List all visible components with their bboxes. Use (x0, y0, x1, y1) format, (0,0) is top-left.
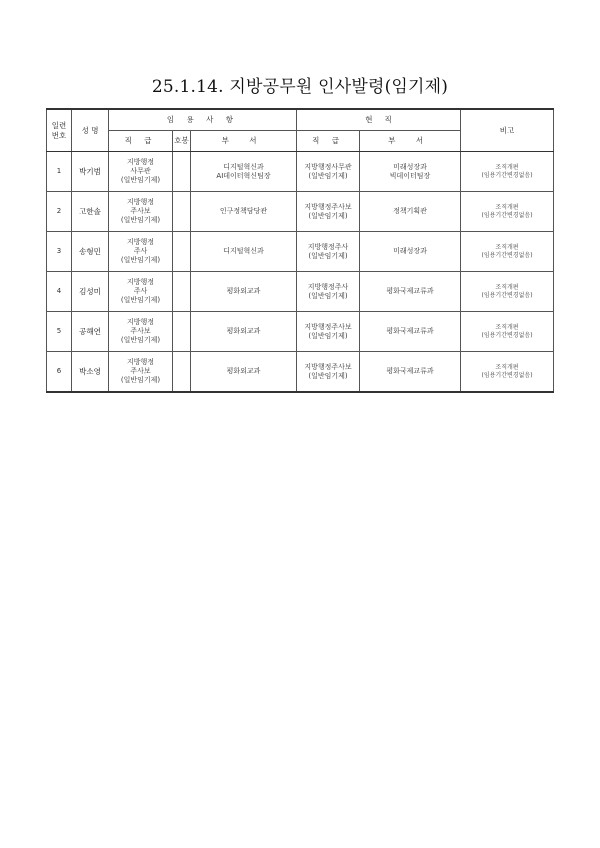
remark: 조직개편 (임용기간변경없음) (461, 312, 554, 352)
table-row (47, 232, 554, 272)
remark: 조직개편 (임용기간변경없음) (461, 352, 554, 393)
person-name: 박기범 (72, 152, 109, 192)
header-order-number (47, 109, 72, 152)
current-rank: 지방행정주사 (일반임기제) (297, 232, 360, 272)
table-row (47, 192, 554, 232)
current-department: 평화국제교류과 (360, 272, 461, 312)
remark: 조직개편 (임용기간변경없음) (461, 152, 554, 192)
person-name: 박소영 (72, 352, 109, 393)
header-department: 부 서 (191, 131, 297, 152)
appointed-grade (173, 272, 191, 312)
person-name: 고한솔 (72, 192, 109, 232)
current-rank: 지방행정주사보 (일반임기제) (297, 352, 360, 393)
document-title: 25.1.14. 지방공무원 인사발령(임기제) (151, 77, 449, 97)
table-row (47, 152, 554, 192)
appointed-grade (173, 192, 191, 232)
order-number: 5 (47, 312, 72, 352)
appointed-rank: 지방행정 주사보 (일반임기제) (109, 192, 173, 232)
header-current-rank: 직 급 (297, 131, 360, 152)
current-rank: 지방행정사무관 (일반임기제) (297, 152, 360, 192)
header-name: 성 명 (72, 109, 109, 152)
appointed-grade (173, 232, 191, 272)
current-department: 미래성장과 (360, 232, 461, 272)
appointed-grade (173, 312, 191, 352)
appointed-department: 평화외교과 (191, 272, 297, 312)
current-department: 정책기획관 (360, 192, 461, 232)
current-rank: 지방행정주사보 (일반임기제) (297, 192, 360, 232)
current-department: 평화국제교류과 (360, 352, 461, 393)
header-remark: 비고 (461, 109, 554, 152)
table-row (47, 312, 554, 352)
order-number: 3 (47, 232, 72, 272)
header-order-line2: 번호 (51, 130, 67, 140)
header-current-department: 부 서 (360, 131, 461, 152)
appointed-department: 인구정책담당관 (191, 192, 297, 232)
person-name: 김성미 (72, 272, 109, 312)
appointed-department: 평화외교과 (191, 312, 297, 352)
current-department: 미래성장과 빅데이터팀장 (360, 152, 461, 192)
appointed-rank: 지방행정 주사보 (일반임기제) (109, 312, 173, 352)
appointed-grade (173, 152, 191, 192)
remark: 조직개편 (임용기간변경없음) (461, 272, 554, 312)
order-number: 4 (47, 272, 72, 312)
current-rank: 지방행정주사 (일반임기제) (297, 272, 360, 312)
order-number: 6 (47, 352, 72, 393)
order-number: 2 (47, 192, 72, 232)
appointed-rank: 지방행정 사무관 (일반임기제) (109, 152, 173, 192)
appointed-department: 평화외교과 (191, 352, 297, 393)
header-order-line1: 일련 (51, 121, 67, 131)
remark: 조직개편 (임용기간변경없음) (461, 232, 554, 272)
header-grade: 호봉 (173, 131, 191, 152)
table-row (47, 352, 554, 393)
appointed-rank: 지방행정 주사 (일반임기제) (109, 232, 173, 272)
order-number: 1 (47, 152, 72, 192)
table-row (47, 272, 554, 312)
current-department: 평화국제교류과 (360, 312, 461, 352)
appointed-department: 디지털혁신과 AI데이터혁신팀장 (191, 152, 297, 192)
remark: 조직개편 (임용기간변경없음) (461, 192, 554, 232)
header-rank: 직 급 (109, 131, 173, 152)
header-appointment: 임 용 사 항 (109, 109, 297, 131)
appointed-rank: 지방행정 주사보 (일반임기제) (109, 352, 173, 393)
appointed-rank: 지방행정 주사 (일반임기제) (109, 272, 173, 312)
appointed-grade (173, 352, 191, 393)
person-name: 송형민 (72, 232, 109, 272)
personnel-order-table (46, 108, 554, 393)
header-current-position: 현 직 (297, 109, 461, 131)
current-rank: 지방행정주사보 (일반임기제) (297, 312, 360, 352)
person-name: 공해연 (72, 312, 109, 352)
appointed-department: 디지털혁신과 (191, 232, 297, 272)
